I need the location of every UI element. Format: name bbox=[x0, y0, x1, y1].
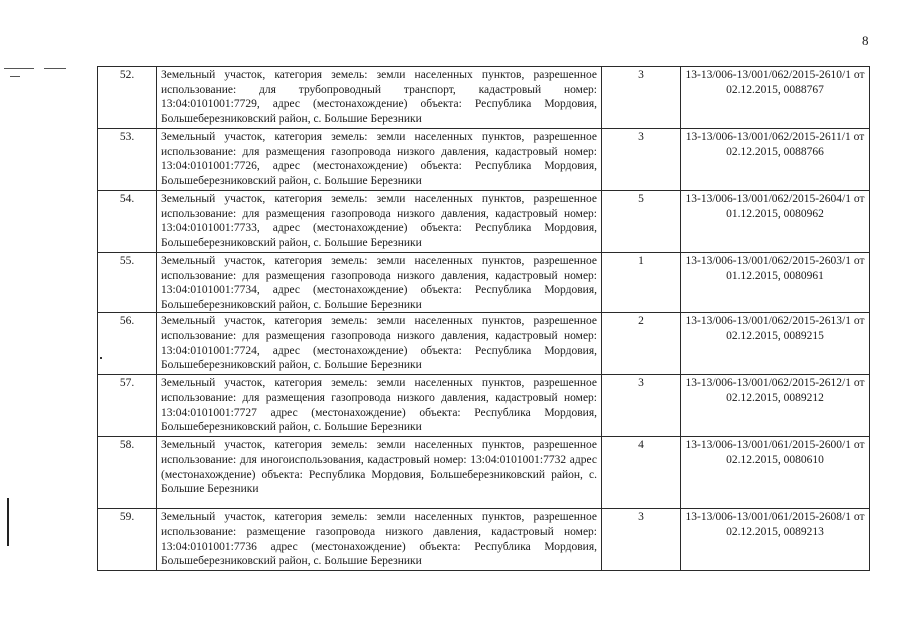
table-row bbox=[98, 253, 870, 313]
row-number: 55. bbox=[98, 253, 157, 313]
registration-record: 13-13/006-13/001/062/2015-2612/1 от 02.12.2015, 0089212 bbox=[681, 375, 870, 437]
table-row bbox=[98, 313, 870, 375]
plot-description: Земельный участок, категория земель: земли населенных пунктов, разрешенное использование: для размещения газопровода низкого давления, кадастровый номер: 13:04:0101001:7734, адрес (местонахождение) объекта: Республика Мордовия, Большеберезниковский район, с. Большие Березники bbox=[157, 253, 602, 313]
table-row bbox=[98, 67, 870, 129]
row-number: 56. bbox=[98, 313, 157, 375]
row-number: 53. bbox=[98, 129, 157, 191]
plot-description: Земельный участок, категория земель: земли населенных пунктов, разрешенное использование: для трубопроводный транспорт, кадастровый номер: 13:04:0101001:7729, адрес (местонахождение) объекта: Республика Мордовия, Большеберезниковский район, с. Большие Березники bbox=[157, 67, 602, 129]
row-number: 54. bbox=[98, 191, 157, 253]
plot-quantity: 3 bbox=[602, 375, 681, 437]
registration-record: 13-13/006-13/001/061/2015-2600/1 от 02.12.2015, 0080610 bbox=[681, 437, 870, 509]
registration-record: 13-13/006-13/001/062/2015-2613/1 от 02.12.2015, 0089215 bbox=[681, 313, 870, 375]
plot-description: Земельный участок, категория земель: земли населенных пунктов, разрешенное использование: для размещения газопровода низкого давления, кадастровый номер: 13:04:0101001:7726, адрес (местонахождение) объекта: Республика Мордовия, Большеберезниковский район, с. Большие Березники bbox=[157, 129, 602, 191]
plot-description: Земельный участок, категория земель: земли населенных пунктов, разрешенное использование: для размещения газопровода низкого давления, кадастровый номер: 13:04:0101001:7727 адрес (местонахождение) объекта: Республика Мордовия, Большеберезниковский район, с. Большие Березники bbox=[157, 375, 602, 437]
plot-quantity: 2 bbox=[602, 313, 681, 375]
scan-artifact bbox=[4, 68, 34, 69]
land-plots-table bbox=[97, 66, 870, 571]
plot-quantity: 3 bbox=[602, 129, 681, 191]
scan-artifact bbox=[7, 498, 9, 546]
row-number: 57. bbox=[98, 375, 157, 437]
registration-record: 13-13/006-13/001/062/2015-2610/1 от 02.12.2015, 0088767 bbox=[681, 67, 870, 129]
table-row bbox=[98, 191, 870, 253]
row-number: 59. bbox=[98, 509, 157, 571]
plot-description: Земельный участок, категория земель: земли населенных пунктов, разрешенное использование: для размещения газопровода низкого давления, кадастровый номер: 13:04:0101001:7733, адрес (местонахождение) объекта: Республика Мордовия, Большеберезниковский район, с. Большие Березники bbox=[157, 191, 602, 253]
registration-record: 13-13/006-13/001/062/2015-2611/1 от 02.12.2015, 0088766 bbox=[681, 129, 870, 191]
plot-quantity: 5 bbox=[602, 191, 681, 253]
registration-record: 13-13/006-13/001/062/2015-2604/1 от 01.12.2015, 0080962 bbox=[681, 191, 870, 253]
row-number: 52. bbox=[98, 67, 157, 129]
table-row bbox=[98, 375, 870, 437]
plot-description: Земельный участок, категория земель: земли населенных пунктов, разрешенное использование: размещение газопровода низкого давления, кадастровый номер: 13:04:0101001:7736 адрес (местонахождение) объекта: Республика Мордовия, Большеберезниковский район, с. Большие Березники bbox=[157, 509, 602, 571]
table-row bbox=[98, 129, 870, 191]
page-number: 8 bbox=[862, 33, 869, 48]
plot-quantity: 1 bbox=[602, 253, 681, 313]
plot-description: Земельный участок, категория земель: земли населенных пунктов, разрешенное использование: для иногоиспользования, кадастровый номер: 13:04:0101001:7732 адрес (местонахождение) объекта: Республика Мордовия, Большеберезниковский район, с. Большие Березники bbox=[157, 437, 602, 509]
table-row bbox=[98, 509, 870, 571]
plot-quantity: 3 bbox=[602, 509, 681, 571]
plot-quantity: 4 bbox=[602, 437, 681, 509]
row-number: 58. bbox=[98, 437, 157, 509]
registration-record: 13-13/006-13/001/061/2015-2608/1 от 02.12.2015, 0089213 bbox=[681, 509, 870, 571]
registration-record: 13-13/006-13/001/062/2015-2603/1 от 01.12.2015, 0080961 bbox=[681, 253, 870, 313]
plot-quantity: 3 bbox=[602, 67, 681, 129]
scan-artifact bbox=[44, 68, 66, 69]
table-row bbox=[98, 437, 870, 509]
plot-description: Земельный участок, категория земель: земли населенных пунктов, разрешенное использование: для размещения газопровода низкого давления, кадастровый номер: 13:04:0101001:7724, адрес (местонахождение) объекта: Республика Мордовия, Большеберезниковский район, с. Большие Березники bbox=[157, 313, 602, 375]
scan-artifact bbox=[10, 76, 20, 77]
